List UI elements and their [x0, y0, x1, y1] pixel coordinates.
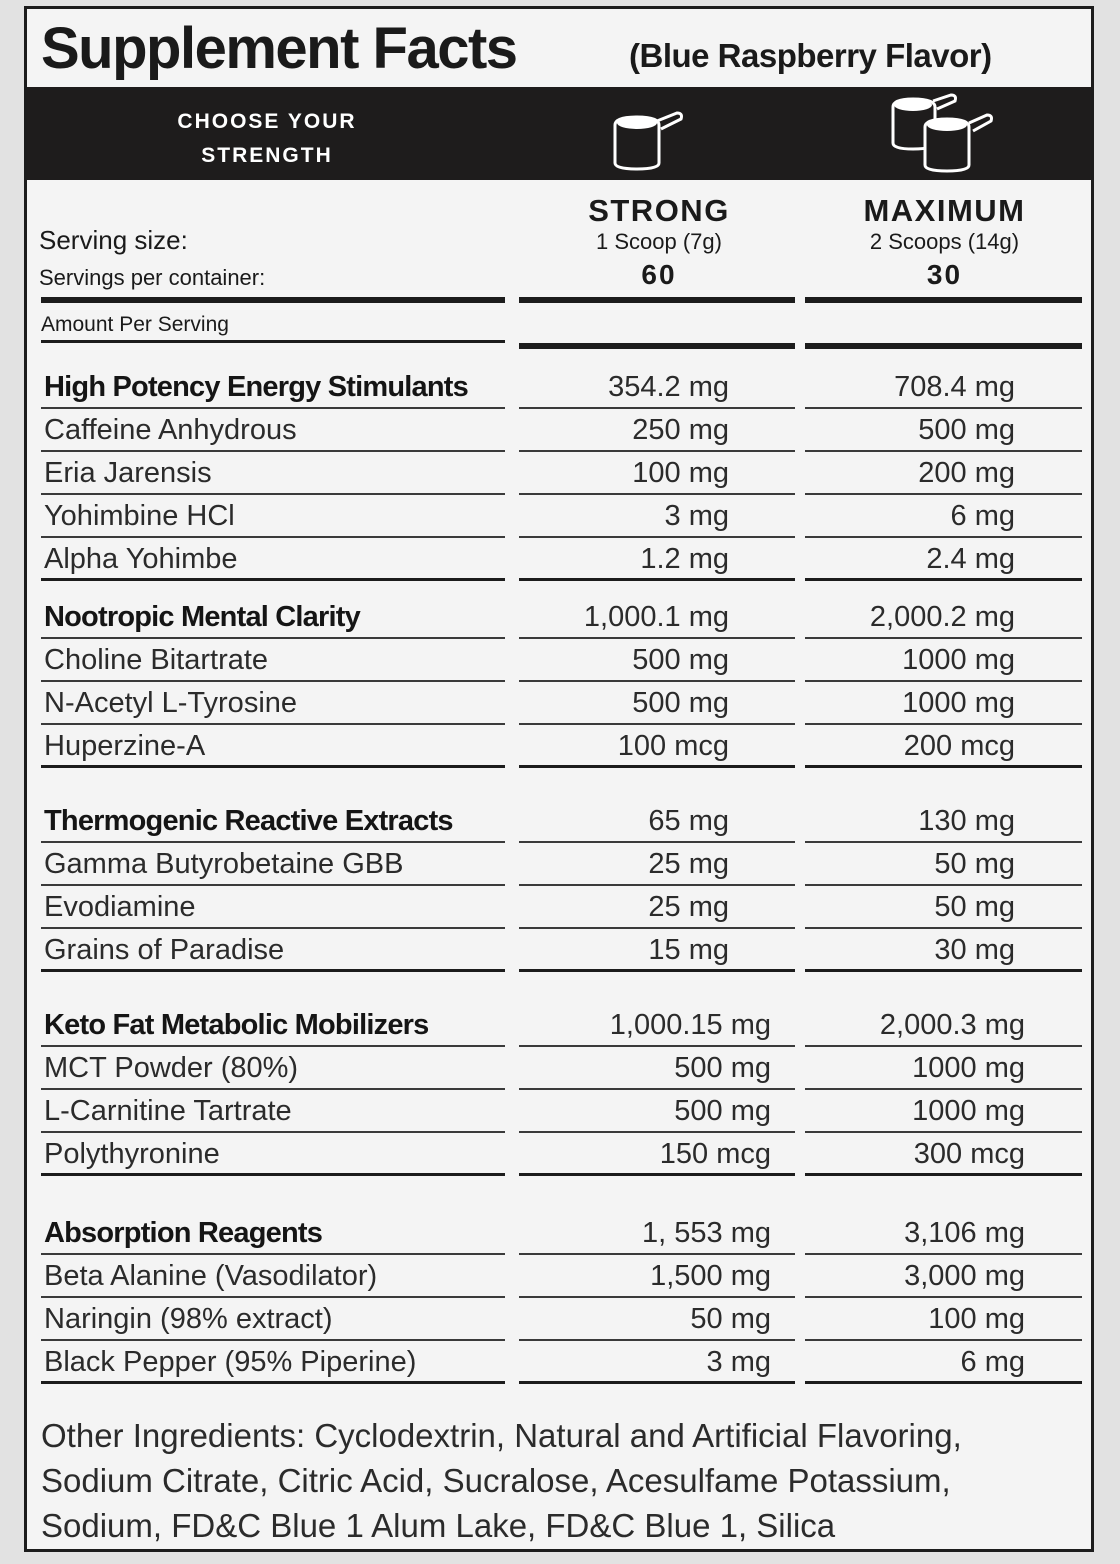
- category-maximum-amount: 708.4 mg: [805, 367, 1082, 409]
- panel-title: Supplement Facts: [41, 16, 517, 81]
- ingredient-name: Alpha Yohimbe: [41, 539, 505, 581]
- ingredient-maximum-amount: 200 mcg: [805, 726, 1082, 768]
- ingredient-strong-amount: 500 mg: [519, 683, 795, 725]
- ingredient-maximum-amount: 6 mg: [805, 1342, 1082, 1384]
- ingredient-table: [27, 9, 1091, 1549]
- category-maximum-amount: 3,106 mg: [805, 1213, 1082, 1255]
- ingredient-name: Yohimbine HCl: [41, 496, 505, 538]
- strong-heading: STRONG: [588, 193, 730, 228]
- servings-per-container-label: Servings per container:: [39, 265, 266, 290]
- ingredient-name: Caffeine Anhydrous: [41, 410, 505, 452]
- ingredient-strong-amount: 50 mg: [519, 1299, 795, 1341]
- strong-serving-size: 1 Scoop (7g): [596, 229, 722, 254]
- ingredient-strong-amount: 15 mg: [519, 930, 795, 972]
- ingredient-maximum-amount: 200 mg: [805, 453, 1082, 495]
- category-strong-amount: 1, 553 mg: [519, 1213, 795, 1255]
- category-strong-amount: 1,000.15 mg: [519, 1005, 795, 1047]
- ingredient-maximum-amount: 50 mg: [805, 887, 1082, 929]
- ingredient-maximum-amount: 2.4 mg: [805, 539, 1082, 581]
- ingredient-strong-amount: 250 mg: [519, 410, 795, 452]
- flavor-label: (Blue Raspberry Flavor): [629, 37, 992, 74]
- ingredient-maximum-amount: 100 mg: [805, 1299, 1082, 1341]
- category-name: Nootropic Mental Clarity: [41, 597, 505, 639]
- ingredient-name: Huperzine-A: [41, 726, 505, 768]
- ingredient-maximum-amount: 1000 mg: [805, 1091, 1082, 1133]
- ingredient-strong-amount: 3 mg: [519, 1342, 795, 1384]
- ingredient-strong-amount: 100 mcg: [519, 726, 795, 768]
- ingredient-name: Gamma Butyrobetaine GBB: [41, 844, 505, 886]
- ingredient-maximum-amount: 500 mg: [805, 410, 1082, 452]
- category-maximum-amount: 130 mg: [805, 801, 1082, 843]
- maximum-serving-size: 2 Scoops (14g): [869, 229, 1020, 254]
- category-name: High Potency Energy Stimulants: [41, 367, 505, 409]
- category-strong-amount: 65 mg: [519, 801, 795, 843]
- ingredient-name: Evodiamine: [41, 887, 505, 929]
- ingredient-strong-amount: 25 mg: [519, 887, 795, 929]
- ingredient-strong-amount: 100 mg: [519, 453, 795, 495]
- category-strong-amount: 1,000.1 mg: [519, 597, 795, 639]
- ingredient-maximum-amount: 50 mg: [805, 844, 1082, 886]
- ingredient-maximum-amount: 1000 mg: [805, 1048, 1082, 1090]
- ingredient-strong-amount: 1.2 mg: [519, 539, 795, 581]
- ingredient-name: Eria Jarensis: [41, 453, 505, 495]
- ingredient-strong-amount: 25 mg: [519, 844, 795, 886]
- ingredient-name: Beta Alanine (Vasodilator): [41, 1256, 505, 1298]
- ingredient-name: Polythyronine: [41, 1134, 505, 1176]
- ingredient-maximum-amount: 1000 mg: [805, 640, 1082, 682]
- choose-strength-heading: CHOOSE YOUR STRENGTH: [177, 110, 357, 167]
- ingredient-maximum-amount: 300 mcg: [805, 1134, 1082, 1176]
- ingredient-name: Choline Bitartrate: [41, 640, 505, 682]
- supplement-facts-panel: [24, 6, 1094, 1552]
- ingredient-strong-amount: 3 mg: [519, 496, 795, 538]
- category-name: Keto Fat Metabolic Mobilizers: [41, 1005, 505, 1047]
- other-ingredients: Other Ingredients: Cyclodextrin, Natural and Artificial Flavoring, Sodium Citrate, Citric Acid, Sucralose, Acesulfame Potassium, Sodium, FD&C Blue 1 Alum Lake, FD&C Blue 1, Silica: [41, 1417, 962, 1544]
- ingredient-name: L-Carnitine Tartrate: [41, 1091, 505, 1133]
- ingredient-strong-amount: 500 mg: [519, 640, 795, 682]
- ingredient-strong-amount: 500 mg: [519, 1091, 795, 1133]
- ingredient-name: Grains of Paradise: [41, 930, 505, 972]
- category-maximum-amount: 2,000.2 mg: [805, 597, 1082, 639]
- serving-size-label: Serving size:: [39, 225, 188, 255]
- ingredient-name: Naringin (98% extract): [41, 1299, 505, 1341]
- ingredient-maximum-amount: 1000 mg: [805, 683, 1082, 725]
- ingredient-maximum-amount: 30 mg: [805, 930, 1082, 972]
- ingredient-maximum-amount: 6 mg: [805, 496, 1082, 538]
- maximum-servings: 30: [926, 259, 963, 290]
- ingredient-strong-amount: 500 mg: [519, 1048, 795, 1090]
- maximum-heading: MAXIMUM: [863, 193, 1026, 228]
- category-name: Absorption Reagents: [41, 1213, 505, 1255]
- ingredient-strong-amount: 1,500 mg: [519, 1256, 795, 1298]
- category-name: Thermogenic Reactive Extracts: [41, 801, 505, 843]
- amount-per-serving-label: Amount Per Serving: [41, 313, 229, 336]
- ingredient-maximum-amount: 3,000 mg: [805, 1256, 1082, 1298]
- ingredient-name: Black Pepper (95% Piperine): [41, 1342, 505, 1384]
- ingredient-strong-amount: 150 mcg: [519, 1134, 795, 1176]
- strong-servings: 60: [641, 259, 677, 290]
- category-strong-amount: 354.2 mg: [519, 367, 795, 409]
- ingredient-name: N-Acetyl L-Tyrosine: [41, 683, 505, 725]
- category-maximum-amount: 2,000.3 mg: [805, 1005, 1082, 1047]
- ingredient-name: MCT Powder (80%): [41, 1048, 505, 1090]
